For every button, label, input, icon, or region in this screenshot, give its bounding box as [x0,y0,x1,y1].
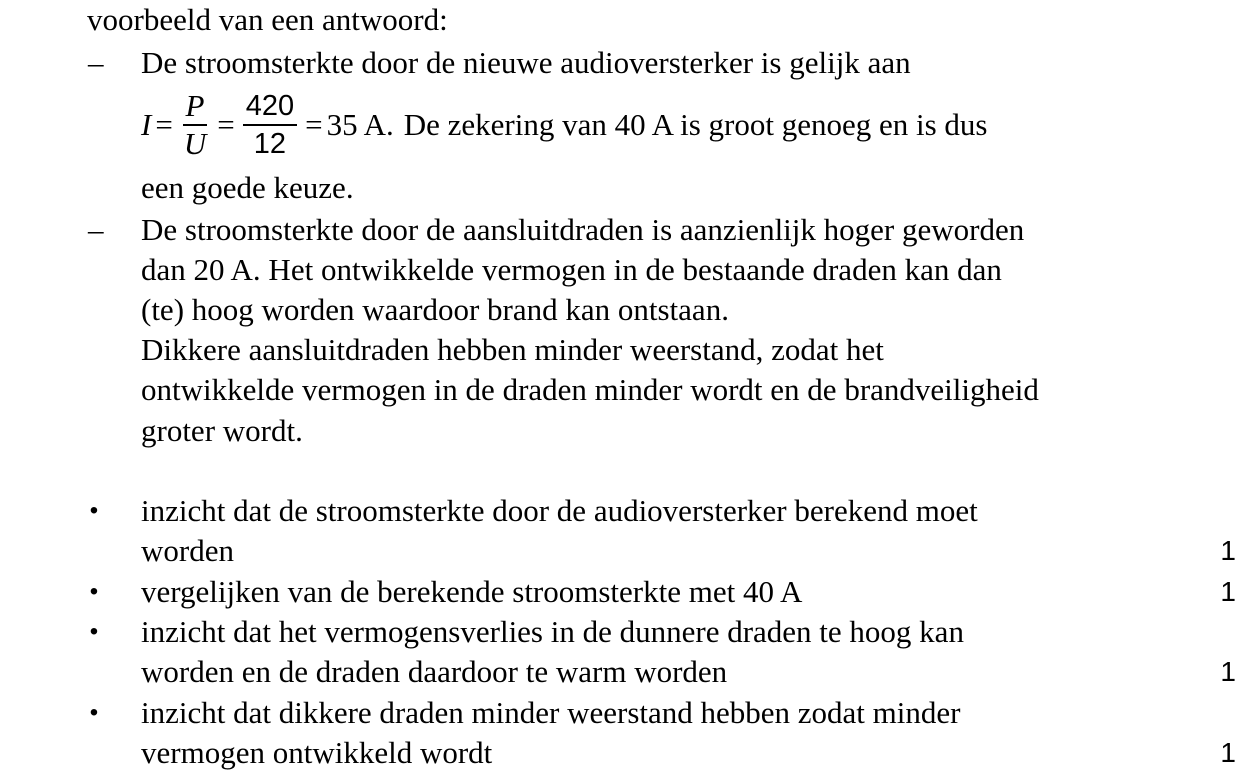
criterion-3-score: 1 [1220,656,1236,687]
fraction-numerator-420: 420 [243,88,297,126]
bullet-marker: • [89,618,99,645]
fraction-420-over-12 [243,88,297,162]
criterion-4-line-2: vermogen ontwikkeld wordt [141,735,493,770]
bullet-marker: • [89,497,99,524]
criterion-2-line-1: vergelijken van de berekende stroomsterkte met 40 A [141,574,803,609]
answer-2-line: ontwikkelde vermogen in de draden minder wordt en de brandveiligheid [141,372,1039,407]
intro-heading: voorbeeld van een antwoord: [87,2,448,37]
criterion-1-score: 1 [1220,535,1236,566]
bullet-marker: • [89,699,99,726]
formula-trailing-text: De zekering van 40 A is groot genoeg en is dus [403,107,988,142]
fraction-denominator-12: 12 [253,128,287,160]
answer-2-line: De stroomsterkte door de aansluitdraden is aanzienlijk hoger geworden [141,212,1025,247]
answer-2-line: groter wordt. [141,413,303,448]
formula-equals-2: = [217,107,235,142]
criterion-4-score: 1 [1220,737,1236,768]
fraction-denominator-u: U [183,126,207,161]
dash-marker: – [88,212,104,247]
formula-equals-3: = [305,107,323,142]
criterion-3-line-1: inzicht dat het vermogensverlies in de dunnere draden te hoog kan [141,614,964,649]
formula-equals-1: = [155,107,173,142]
answer-2-line: (te) hoog worden waardoor brand kan ontstaan. [141,292,729,327]
criterion-1-line-2: worden [141,533,234,568]
formula-result: 35 A. [326,107,394,142]
answer-2-line: dan 20 A. Het ontwikkelde vermogen in de bestaande draden kan dan [141,252,1002,287]
formula-lhs: I [141,107,152,142]
fraction-numerator-p: P [183,88,208,126]
dash-marker: – [88,45,104,80]
answer-1-line-1: De stroomsterkte door de nieuwe audioversterker is gelijk aan [141,45,911,80]
answer-2-line: Dikkere aansluitdraden hebben minder weerstand, zodat het [141,332,884,367]
fraction-p-over-u [181,88,209,162]
current-formula [141,84,987,166]
bullet-marker: • [89,578,99,605]
criterion-2-score: 1 [1220,576,1236,607]
criterion-3-line-2: worden en de draden daardoor te warm worden [141,654,728,689]
criterion-1-line-1: inzicht dat de stroomsterkte door de audioversterker berekend moet [141,493,978,528]
answer-1-line-3: een goede keuze. [141,170,354,205]
criterion-4-line-1: inzicht dat dikkere draden minder weerstand hebben zodat minder [141,695,961,730]
